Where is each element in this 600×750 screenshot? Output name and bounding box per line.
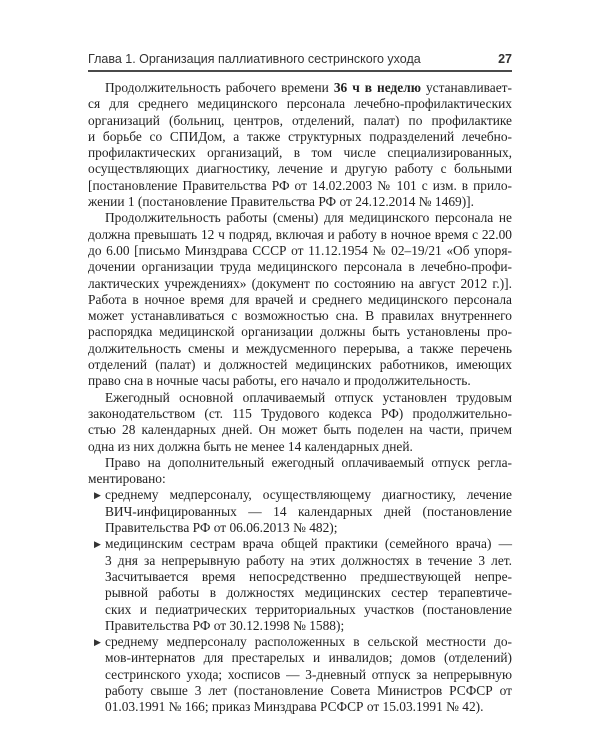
paragraph-line: осуществляющих диагностику, лечение и другую работу с больными — [88, 161, 512, 177]
bullet-line: ▶ среднему медперсоналу, осуществляющему диагностику, лечение — [94, 487, 512, 503]
bullet-line: 3 дня за непрерывную работу на этих должностях в течение 3 лет. — [105, 552, 512, 568]
paragraph-line: законодательством (ст. 115 Трудового кодекса РФ) продолжительно- — [88, 405, 512, 421]
bullet-line: мов-интернатов для престарелых и инвалидов; домов (отделений) — [105, 650, 512, 666]
paragraph-line: и борьбе со СПИДом, а также структурных подразделений лечебно- — [88, 128, 512, 144]
bullet-line: Засчитывается время непосредственно предшествующей непре- — [105, 568, 512, 584]
paragraph-line: должна превышать 12 ч подряд, включая и работу в ночное время с 22.00 — [88, 226, 512, 242]
paragraph-line: стью 28 календарных дней. Он может быть поделен на части, причем — [88, 422, 512, 438]
paragraph-line: отделений (палат) и должностей медицинских работников, имеющих — [88, 357, 512, 373]
bullet-line: Правительства РФ от 06.06.2013 № 482); — [105, 520, 338, 536]
paragraph-line: одна из них должна быть не менее 14 календарных дней. — [88, 438, 413, 454]
chapter-title: Глава 1. Организация паллиативного сестринского ухода — [88, 52, 421, 66]
bullet-line: рывной работы в должностях медицинских сестер терапевтиче- — [105, 585, 512, 601]
bold-emphasis: 36 ч в неделю — [333, 80, 421, 95]
paragraph-line: Продолжительность работы (смены) для медицинского персонала не — [105, 210, 512, 226]
paragraph-line: дочении организации труда медицинского персонала в лечебно-профи- — [88, 259, 512, 275]
running-header — [88, 52, 512, 70]
paragraph-line: ся для среднего медицинского персонала лечебно-профилактических — [88, 96, 512, 112]
paragraph-line: ментировано: — [88, 471, 166, 487]
paragraph-line: может устанавливаться с возможностью сна. В правилах внутреннего — [88, 308, 512, 324]
paragraph-line: организаций (больниц, центров, отделений, палат) по профилактике — [88, 112, 512, 128]
page-number: 27 — [498, 52, 512, 66]
bullet-line: ▶ среднему медперсоналу расположенных в сельской местности до- — [94, 634, 512, 650]
paragraph-line: Право на дополнительный ежегодный оплачиваемый отпуск регла- — [105, 454, 512, 470]
bullet-line: ВИЧ-инфицированных — 14 календарных дней (постановление — [105, 503, 512, 519]
triangle-bullet-icon: ▶ — [94, 490, 101, 501]
paragraph-line: Работа в ночное время для врачей и среднего медицинского персонала — [88, 291, 512, 307]
bullet-line: ских и педиатрических территориальных участков (постановление — [105, 601, 512, 617]
triangle-bullet-icon: ▶ — [94, 637, 101, 648]
paragraph-line: должительность смены и междусменного перерыва, а также перечень — [88, 340, 512, 356]
bullet-line: 01.03.1991 № 166; приказ Минздрава РСФСР от 15.03.1991 № 42). — [105, 699, 484, 715]
paragraph-line: до 6.00 [письмо Минздрава СССР от 11.12.1954 № 02–19/21 «Об упоря- — [88, 242, 512, 258]
page-body — [88, 80, 512, 716]
paragraph-line: лактических учреждениях» (документ по состоянию на август 2012 г.)]. — [88, 275, 512, 291]
paragraph-line: распорядка медицинской организации должны быть установлены про- — [88, 324, 512, 340]
paragraph-line: жении 1 (постановление Правительства РФ от 24.12.2014 № 1469)]. — [88, 194, 474, 210]
paragraph-line: Продолжительность рабочего времени 36 ч в неделю устанавливает- — [105, 80, 512, 95]
bullet-line: Правительства РФ от 30.12.1998 № 1588); — [105, 617, 345, 633]
bullet-line: сестринского ухода; хосписов — 3-дневный отпуск за непрерывную — [105, 666, 512, 682]
bullet-line: работу свыше 3 лет (постановление Совета Министров РСФСР от — [105, 682, 512, 698]
triangle-bullet-icon: ▶ — [94, 539, 101, 550]
bullet-line: ▶ медицинским сестрам врача общей практики (семейного врача) — — [94, 536, 512, 552]
header-rule — [88, 70, 512, 72]
paragraph-line: профилактических организаций, в том числе специализированных, — [88, 145, 512, 161]
paragraph-line: право сна в ночные часы работы, его начало и продолжительность. — [88, 373, 471, 389]
paragraph-line: [постановление Правительства РФ от 14.02.2003 № 101 с изм. в прило- — [88, 177, 512, 193]
paragraph-line: Ежегодный основной оплачиваемый отпуск установлен трудовым — [105, 389, 512, 405]
